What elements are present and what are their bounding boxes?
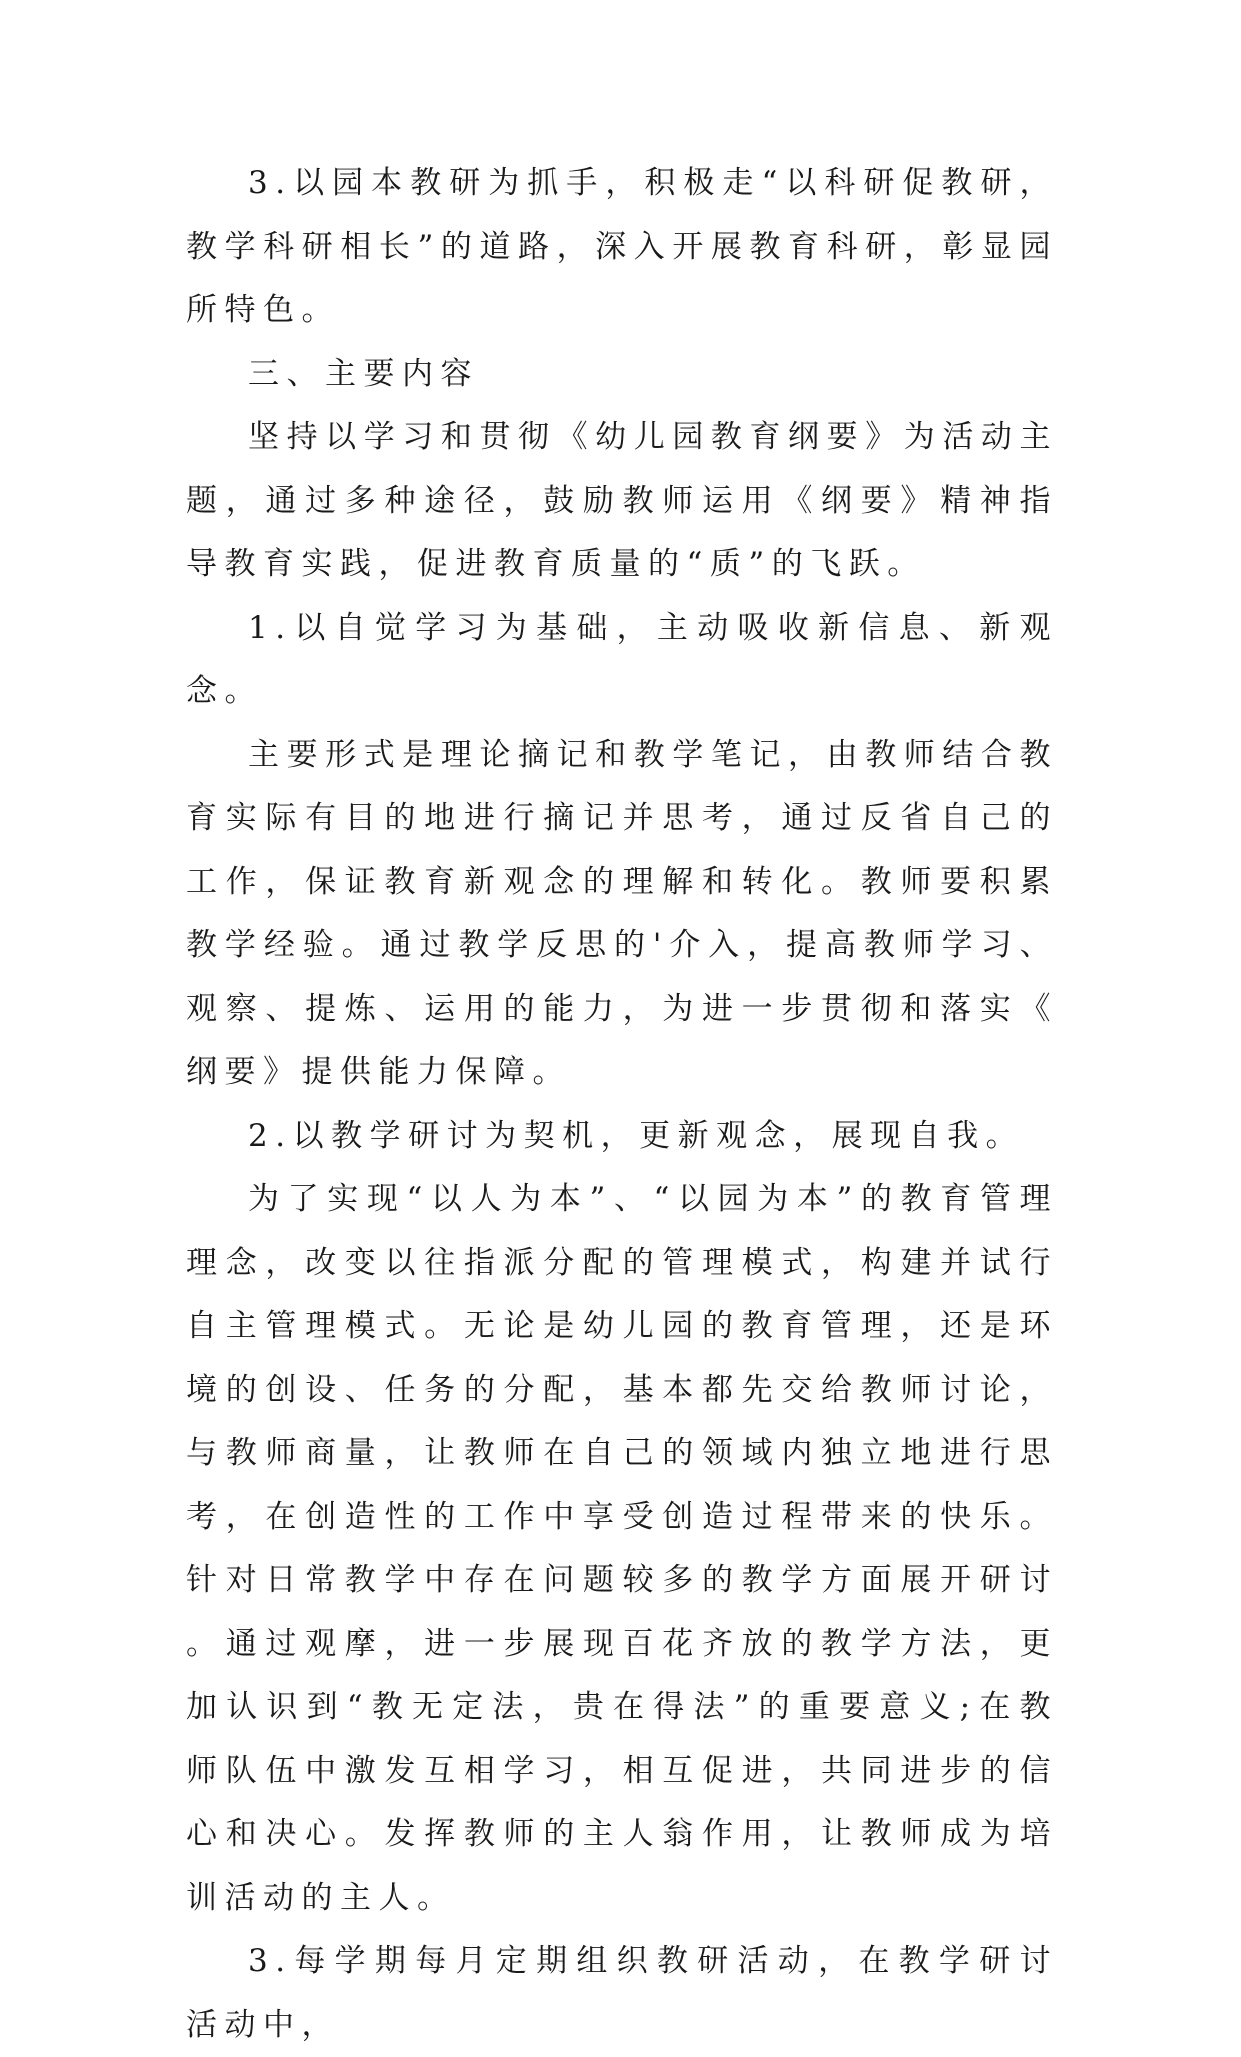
paragraph-item-1-body: 主要形式是理论摘记和教学笔记，由教师结合教育实际有目的地进行摘记并思考，通过反省自己的工作，保证教育新观念的理解和转化。教师要积累教学经验。通过教学反思的'介入，提高教师学习、观察、提炼、运用的能力，为进一步贯彻和落实《纲要》提供能力保障。: [186, 736, 1058, 1090]
paragraph-item-3-heading: 3.每学期每月定期组织教研活动，在教学研讨活动中，: [186, 1943, 1058, 2043]
paragraph-goal-3: 3.以园本教研为抓手，积极走“以科研促教研，教学科研相长”的道路，深入开展教育科研，彰显园所特色。: [186, 165, 1058, 328]
paragraph-item-1-heading: 1.以自觉学习为基础，主动吸收新信息、新观念。: [186, 609, 1058, 709]
section-heading-main-content: 三、主要内容: [248, 355, 479, 392]
document-body: [186, 152, 1058, 2057]
paragraph-item-2-heading: 2.以教学研讨为契机，更新观念，展现自我。: [248, 1117, 1025, 1154]
paragraph-item-2-body: 为了实现“以人为本”、“以园为本”的教育管理理念，改变以往指派分配的管理模式，构建并试行自主管理模式。无论是幼儿园的教育管理，还是环境的创设、任务的分配，基本都先交给教师讨论，与教师商量，让教师在自己的领域内独立地进行思考，在创造性的工作中享受创造过程带来的快乐。针对日常教学中存在问题较多的教学方面展开研讨。通过观摩，进一步展现百花齐放的教学方法，更加认识到“教无定法，贵在得法”的重要意义;在教师队伍中激发互相学习，相互促进，共同进步的信心和决心。发挥教师的主人翁作用，让教师成为培训活动的主人。: [186, 1181, 1059, 1916]
paragraph-intro: 坚持以学习和贯彻《幼儿园教育纲要》为活动主题，通过多种途径，鼓励教师运用《纲要》精神指导教育实践，促进教育质量的“质”的飞跃。: [186, 419, 1058, 582]
